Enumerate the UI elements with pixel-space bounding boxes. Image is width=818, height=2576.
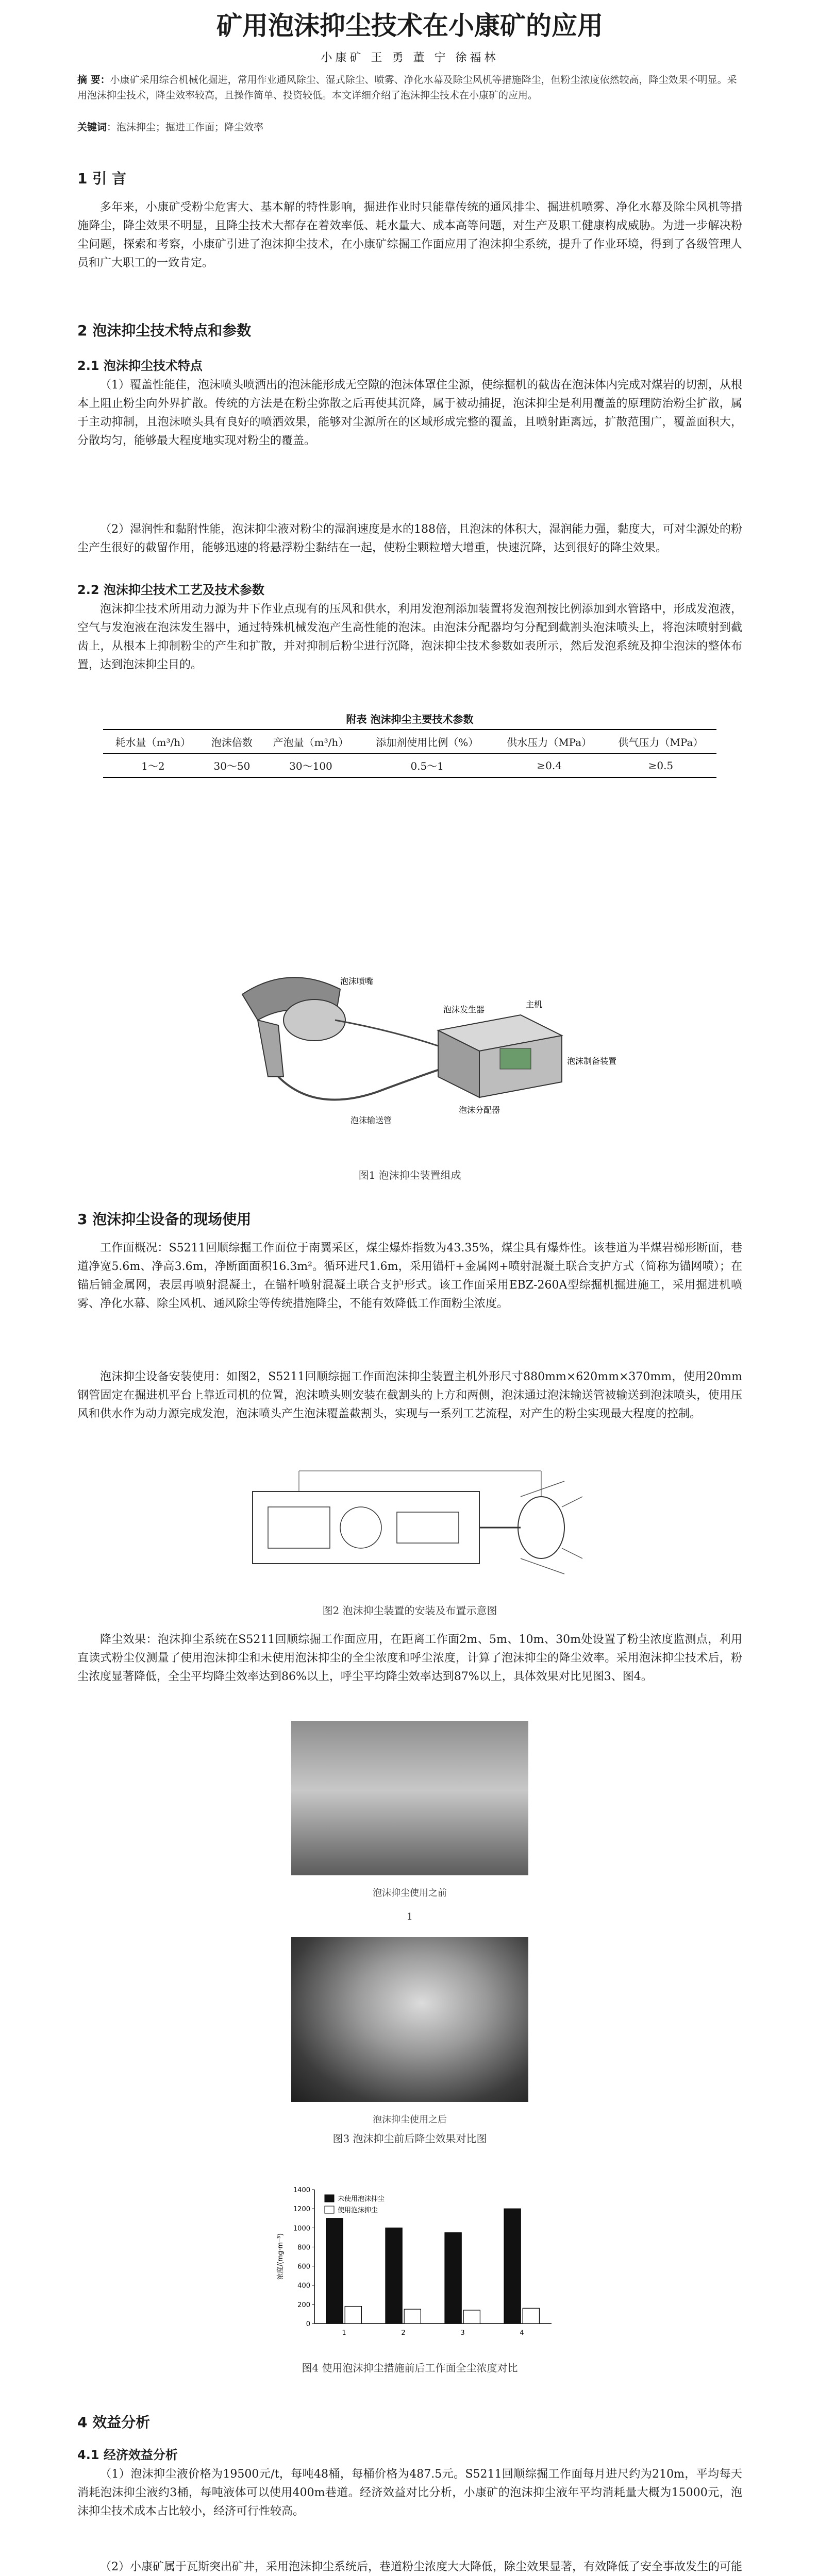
table-header-cell: 泡沫倍数: [203, 730, 261, 754]
y-tick-label: 400: [297, 2282, 310, 2290]
y-tick-label: 600: [297, 2263, 310, 2271]
figure-2-installation-diagram: [232, 1461, 588, 1584]
figure-3-caption: 图3 泡沫抑尘前后降尘效果对比图: [332, 2132, 487, 2145]
bar: [345, 2307, 361, 2324]
figure-4-caption: 图4 使用泡沫抑尘措施前后工作面全尘浓度对比: [302, 2362, 518, 2374]
section-2-heading: 2 泡沫抑尘技术特点和参数: [77, 322, 252, 339]
section-1-paragraph: 多年来，小康矿受粉尘危害大、基本解的特性影响，掘进作业时只能靠传统的通风排尘、掘进机喷雾、净化水幕及除尘风机等措施降尘，降尘效果不明显，且降尘技术大都存在着效率低、耗水量大、成本高等问题，对生产及职工健康构成威胁。为进一步解决粉尘问题，探索和考察，小康矿引进了泡沫抑尘技术，在小康矿综掘工作面应用了泡沫抑尘系统，提升了作业环境，得到了各级管理人员和广大职工的一致肯定。: [77, 201, 742, 269]
photo-1-caption: 泡沫抑尘使用之前: [373, 1888, 447, 1899]
table-header-cell: 产泡量（m³/h）: [261, 730, 361, 754]
section-2-2-paragraph: 泡沫抑尘技术所用动力源为井下作业点现有的压风和供水，利用发泡剂添加装置将发泡剂按比例添加到水管路中，形成发泡液，空气与发泡液在泡沫发生器中，通过特殊机械发泡产生高性能的泡沫。由泡沫分配器均匀分配到截割头泡沫喷头上，将泡沫喷射到截齿上，从根本上抑制粉尘的产生和扩散，并对抑制后粉尘进行沉降，泡沫抑尘技术参数如表所示，然后发泡系统及抑尘泡沫的整体布置，达到泡沫抑尘目的。: [77, 603, 742, 671]
photo-2-caption: 泡沫抑尘使用之后: [373, 2114, 447, 2125]
foam-hose: [278, 1066, 448, 1100]
table-title: 附表 泡沫抑尘主要技术参数: [346, 713, 474, 725]
photo-after-foam: [291, 1937, 528, 2102]
table-header-cell: 添加剂使用比例（%）: [361, 730, 494, 754]
section-3-paragraph-3: 降尘效果：泡沫抑尘系统在S5211回顺综掘工作面应用，在距离工作面2m、5m、10m、30m处设置了粉尘浓度监测点，利用直读式粉尘仪测量了使用泡沫抑尘和未使用泡沫抑尘的全尘浓度和呼尘浓度，计算了泡沫抑尘的降尘效率。采用泡沫抑尘技术后，粉尘浓度显著降低，全尘平均降尘效率达到86%以上，呼尘平均降尘效率达到87%以上，具体效果对比见图3、图4。: [77, 1633, 742, 1683]
section-3-heading: 3 泡沫抑尘设备的现场使用: [77, 1211, 252, 1228]
section-2-2-heading: 2.2 泡沫抑尘技术工艺及技术参数: [77, 583, 264, 597]
photo-1-number: 1: [407, 1911, 413, 1922]
table-header-row: [103, 730, 716, 754]
table-cell: 1～2: [103, 754, 203, 778]
machine-outline: [253, 1492, 479, 1564]
host-outline: [268, 1507, 330, 1548]
keywords-text: 泡沫抑尘；掘进工作面；降尘效率: [116, 122, 264, 133]
section-4-heading: 4 效益分析: [77, 2414, 151, 2431]
section-1-heading: 1 引 言: [77, 170, 126, 187]
foam-hose-2: [335, 1020, 438, 1046]
abstract: [77, 72, 742, 103]
y-tick-label: 1000: [293, 2225, 310, 2233]
cutting-head-outline: [518, 1497, 564, 1558]
bar: [445, 2233, 461, 2324]
legend-label: 使用泡沫抑尘: [338, 2207, 378, 2214]
bar: [326, 2218, 343, 2324]
section-2-1-paragraph-2: （2）湿润性和黏附性能，泡沫抑尘液对粉尘的湿润速度是水的188倍，且泡沫的体积大，湿润能力强，黏度大，可对尘源处的粉尘产生很好的截留作用，能够迅速的将悬浮粉尘黏结在一起，使粉尘颗粒增大增重，快速沉降，达到很好的降尘效果。: [77, 523, 742, 554]
figure-1-device-diagram: [211, 958, 617, 1144]
table-cell: ≥0.5: [605, 754, 716, 778]
y-axis-label: 浓度/(mg·m⁻³): [277, 2233, 285, 2280]
operator-seat-outline: [397, 1512, 459, 1543]
y-tick-label: 200: [297, 2301, 310, 2309]
section-4-1-paragraph-1: （1）泡沫抑尘液价格为19500元/t，每吨48桶，每桶价格为487.5元。S5211回顺综掘工作面每月进尺约为210m，平均每天消耗泡沫抑尘液约3桶，每吨液体可以使用400m巷道。经济效益对比分析，小康矿的泡沫抑尘液年平均消耗量大概为15000元，泡沫抑尘技术成本占比较小，经济可行性较高。: [77, 2468, 742, 2518]
pump-outline: [340, 1507, 381, 1548]
table-cell: ≥0.4: [494, 754, 605, 778]
table-header-cell: 供气压力（MPa）: [605, 730, 716, 754]
bar: [404, 2309, 421, 2324]
figure-4-bar-chart: [273, 2179, 562, 2344]
section-4-1-heading: 4.1 经济效益分析: [77, 2448, 178, 2462]
fig1-label-nozzle: 泡沫喷嘴: [340, 976, 374, 986]
table-header-cell: 耗水量（m³/h）: [103, 730, 203, 754]
fig1-label-mixer: 泡沫制备装置: [567, 1056, 617, 1066]
x-tick-label: 2: [401, 2329, 406, 2337]
table-cell: 30～50: [203, 754, 261, 778]
figure-1-caption: 图1 泡沫抑尘装置组成: [358, 1169, 461, 1181]
y-tick-label: 800: [297, 2244, 310, 2252]
section-2-1-paragraph-1: （1）覆盖性能佳，泡沫喷头喷洒出的泡沫能形成无空隙的泡沫体罩住尘源，使综掘机的截齿在泡沫体内完成对煤岩的切割，从根本上阻止粉尘向外界扩散。传统的方法是在粉尘弥散之后再使其沉降，属于被动捕捉，泡沫抑尘是利用覆盖的原理防治粉尘扩散，属于主动抑制，且泡沫喷头具有良好的喷洒效果，能够对尘源所在的区域形成完整的覆盖，且喷射距离远，扩散范围广，覆盖面积大，分散均匀，能够最大程度地实现对粉尘的覆盖。: [77, 379, 743, 447]
section-3-paragraph-2: 泡沫抑尘设备安装使用：如图2，S5211回顺综掘工作面泡沫抑尘装置主机外形尺寸880mm×620mm×370mm，使用20mm钢管固定在掘进机平台上靠近司机的位置，泡沫喷头则安装在截割头的上方和两侧，泡沫通过泡沫输送管被输送到泡沫喷头，使用压风和供水作为动力源完成发泡，泡沫喷头产生泡沫覆盖截割头，实现与一系列工艺流程，对产生的粉尘实现最大程度的控制。: [77, 1370, 742, 1420]
bar: [504, 2209, 521, 2324]
params-table: [103, 729, 716, 778]
spray-lines: [521, 1481, 582, 1574]
bar: [523, 2308, 539, 2324]
keywords-label: 关键词: [77, 122, 107, 133]
authors-line: 小康矿 王 勇 董 宁 徐福林: [321, 52, 499, 64]
table-header-cell: 供水压力（MPa）: [494, 730, 605, 754]
photo-before-foam: [291, 1721, 528, 1875]
section-3-paragraph-1: 工作面概况：S5211回顺综掘工作面位于南翼采区，煤尘爆炸指数为43.35%，煤尘具有爆炸性。该巷道为半煤岩梯形断面，巷道净宽5.6m、净高3.6m，净断面面积16.3m²。循环进尺1.6m，采用锚杆+金属网+喷射混凝土联合支护方式（简称为锚网喷）；在锚后铺金属网，表层再喷射混凝土，在锚杆喷射混凝土联合支护形式。该工作面采用EBZ-260A型综掘机掘进施工，采用掘进机喷雾、净化水幕、除尘风机、通风除尘等传统措施降尘，不能有效降低工作面粉尘浓度。: [77, 1242, 742, 1310]
abstract-label: 摘 要：: [77, 74, 110, 86]
table-row: [103, 754, 716, 778]
fig1-label-foam-gen: 泡沫发生器: [443, 1005, 485, 1014]
host-panel: [500, 1048, 531, 1069]
fig1-label-distributor: 泡沫分配器: [459, 1105, 500, 1115]
table-cell: 0.5～1: [361, 754, 494, 778]
bar: [463, 2310, 480, 2324]
bar: [386, 2228, 402, 2324]
x-tick-label: 4: [520, 2329, 524, 2337]
y-tick-label: 1200: [293, 2206, 310, 2214]
fig1-label-host: 主机: [526, 999, 543, 1009]
y-tick-label: 1400: [293, 2187, 310, 2194]
boom-shape: [258, 1020, 283, 1077]
fig1-label-pipe: 泡沫输送管: [350, 1115, 392, 1125]
legend-swatch: [325, 2206, 334, 2213]
legend-swatch: [325, 2195, 334, 2202]
x-tick-label: 3: [460, 2329, 465, 2337]
keywords: 关键词：泡沫抑尘；掘进工作面；降尘效率: [77, 122, 264, 133]
y-tick-label: 0: [306, 2320, 310, 2328]
section-2-1-heading: 2.1 泡沫抑尘技术特点: [77, 359, 203, 373]
abstract-text: 小康矿采用综合机械化掘进，常用作业通风除尘、湿式除尘、喷雾、净化水幕及除尘风机等措施降尘，但粉尘浓度依然较高，降尘效果不明显。采用泡沫抑尘技术，降尘效率较高，且操作简单、投资较低。本文详细介绍了泡沫抑尘技术在小康矿的应用。: [77, 74, 737, 101]
figure-2-caption: 图2 泡沫抑尘装置的安装及布置示意图: [322, 1604, 497, 1617]
paper-title: 矿用泡沫抑尘技术在小康矿的应用: [216, 11, 603, 41]
table-cell: 30～100: [261, 754, 361, 778]
section-4-1-paragraph-2: （2）小康矿属于瓦斯突出矿井，采用泡沫抑尘系统后，巷道粉尘浓度大大降低，除尘效果显著，有效降低了安全事故发生的可能: [100, 2561, 743, 2573]
legend-label: 未使用泡沫抑尘: [338, 2195, 385, 2203]
x-tick-label: 1: [342, 2329, 346, 2337]
